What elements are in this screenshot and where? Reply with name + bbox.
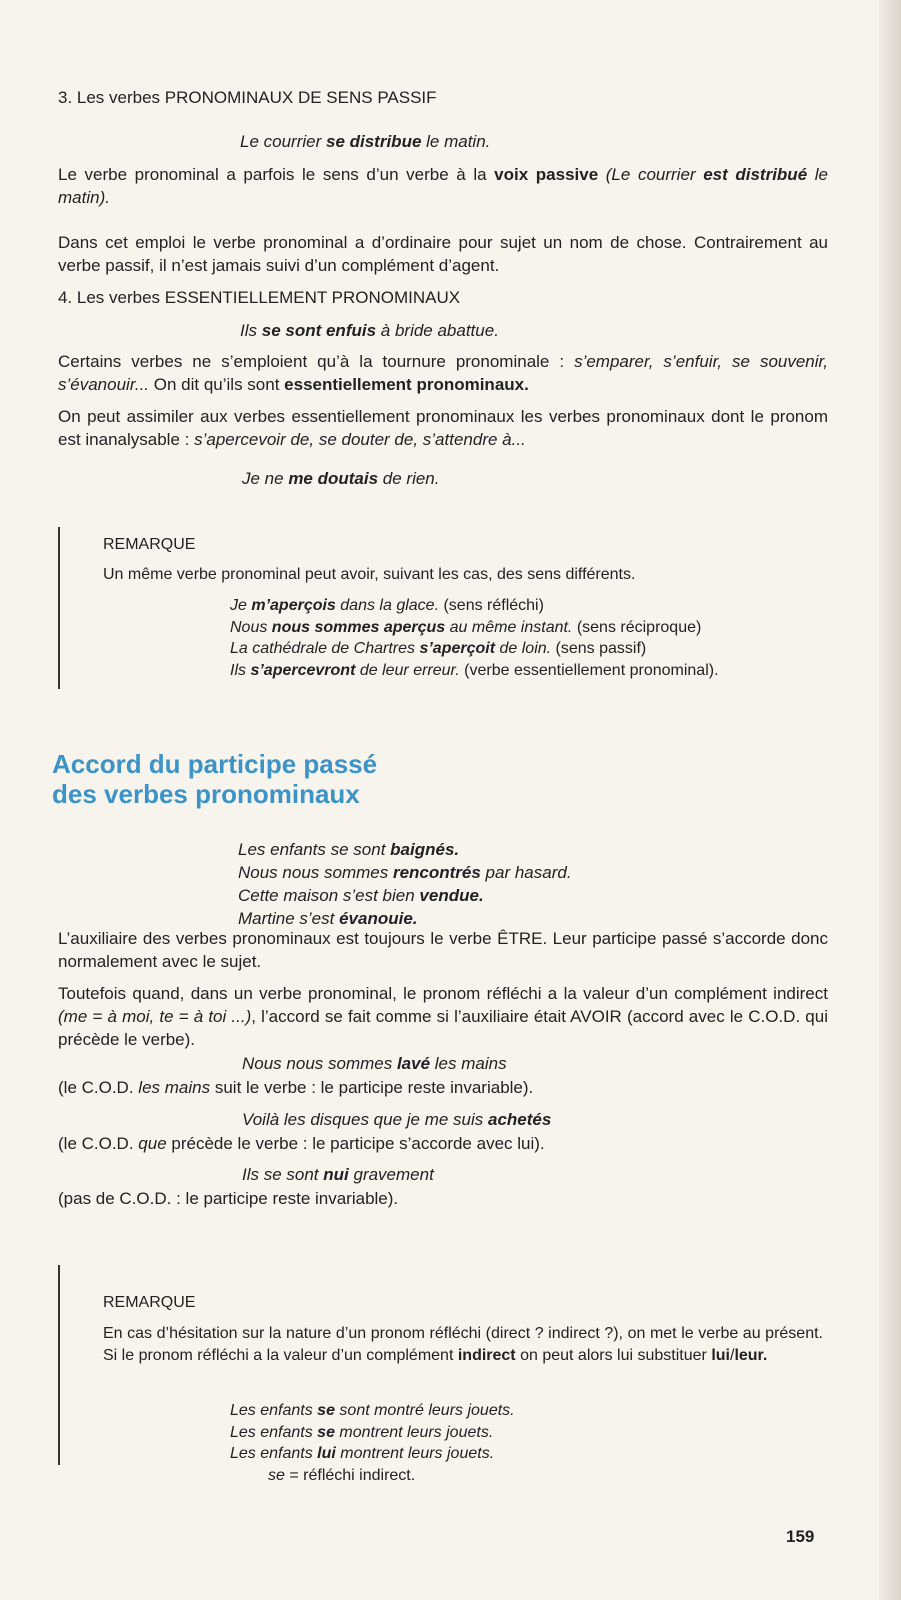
paragraph: L’auxiliaire des verbes pronominaux est toujours le verbe ÊTRE. Leur participe passé s’accorde donc normalement avec le sujet. — [58, 929, 828, 971]
example-note: (le C.O.D. que précède le verbe : le participe s’accorde avec lui). — [58, 1134, 545, 1153]
remark-text: Un même verbe pronominal peut avoir, suivant les cas, des sens différents. — [103, 566, 636, 583]
section-4-title: 4. Les verbes ESSENTIELLEMENT PRONOMINAUX — [58, 288, 461, 307]
example-sentence: Voilà les disques que je me suis achetés — [242, 1110, 552, 1129]
example-sentence: Les enfants se sont baignés. — [238, 840, 460, 859]
example-sentence: Martine s’est évanouie. — [238, 909, 418, 928]
remark-label: REMARQUE — [103, 536, 196, 553]
page-number: 159 — [786, 1527, 815, 1546]
remark-example: La cathédrale de Chartres s’aperçoit de loin. (sens passif) — [230, 640, 647, 657]
example-note: (pas de C.O.D. : le participe reste invariable). — [58, 1189, 399, 1208]
remark-note: se = réfléchi indirect. — [268, 1466, 416, 1484]
paragraph: Toutefois quand, dans un verbe pronominal, le pronom réfléchi a la valeur d’un complément indirect (me = à moi, te = à toi ...), l’accord se fait comme si l’auxiliaire était AVOIR (accord avec le C.O.D. qui précède le verbe). — [58, 984, 828, 1049]
example-sentence: Cette maison s’est bien vendue. — [238, 886, 484, 905]
remark-example: Les enfants se sont montré leurs jouets. — [230, 1402, 515, 1419]
remark-rule — [58, 1265, 60, 1465]
remark-examples — [230, 595, 719, 681]
remark-example: Ils s’apercevront de leur erreur. (verbe essentiellement pronominal). — [230, 661, 719, 679]
example-sentence: Le courrier se distribue le matin. — [240, 132, 491, 151]
page-edge-shadow — [879, 0, 901, 1600]
example-sentence: Je ne me doutais de rien. — [242, 469, 440, 488]
paragraph: Le verbe pronominal a parfois le sens d’un verbe à la voix passive (Le courrier est distribué le matin). — [58, 165, 828, 207]
remark-examples — [230, 1400, 515, 1486]
example-sentence: Nous nous sommes rencontrés par hasard. — [238, 863, 572, 882]
example-sentence: Nous nous sommes lavé les mains — [242, 1054, 507, 1073]
remark-example: Je m’aperçois dans la glace. (sens réfléchi) — [230, 597, 544, 614]
example-note: (le C.O.D. les mains suit le verbe : le participe reste invariable). — [58, 1078, 534, 1097]
section-3-title: 3. Les verbes PRONOMINAUX DE SENS PASSIF — [58, 88, 437, 107]
remark-rule — [58, 527, 60, 689]
paragraph: Dans cet emploi le verbe pronominal a d’ordinaire pour sujet un nom de chose. Contrairement au verbe passif, il n’est jamais suivi d’un complément d’agent. — [58, 233, 828, 275]
remark-example: Les enfants lui montrent leurs jouets. — [230, 1445, 495, 1462]
remark-text: En cas d’hésitation sur la nature d’un pronom réfléchi (direct ? indirect ?), on met le verbe au présent. Si le pronom réfléchi a la valeur d’un complément indirect on peut alors lui substituer lui/leur. — [103, 1325, 823, 1364]
example-sentence: Ils se sont enfuis à bride abattue. — [240, 321, 499, 340]
remark-example: Les enfants se montrent leurs jouets. — [230, 1423, 494, 1441]
remark-example: Nous nous sommes aperçus au même instant. (sens réciproque) — [230, 618, 702, 636]
paragraph: Certains verbes ne s’emploient qu’à la tournure pronominale : s’emparer, s’enfuir, se souvenir, s’évanouir... On dit qu’ils sont essentiellement pronominaux. — [58, 352, 828, 394]
remark-label: REMARQUE — [103, 1294, 196, 1311]
section-heading: Accord du participe passé des verbes pronominaux — [52, 749, 378, 809]
paragraph: On peut assimiler aux verbes essentiellement pronominaux les verbes pronominaux dont le pronom est inanalysable : s’apercevoir de, se douter de, s’attendre à... — [58, 407, 828, 449]
example-block — [238, 838, 572, 930]
example-sentence: Ils se sont nui gravement — [242, 1165, 434, 1184]
